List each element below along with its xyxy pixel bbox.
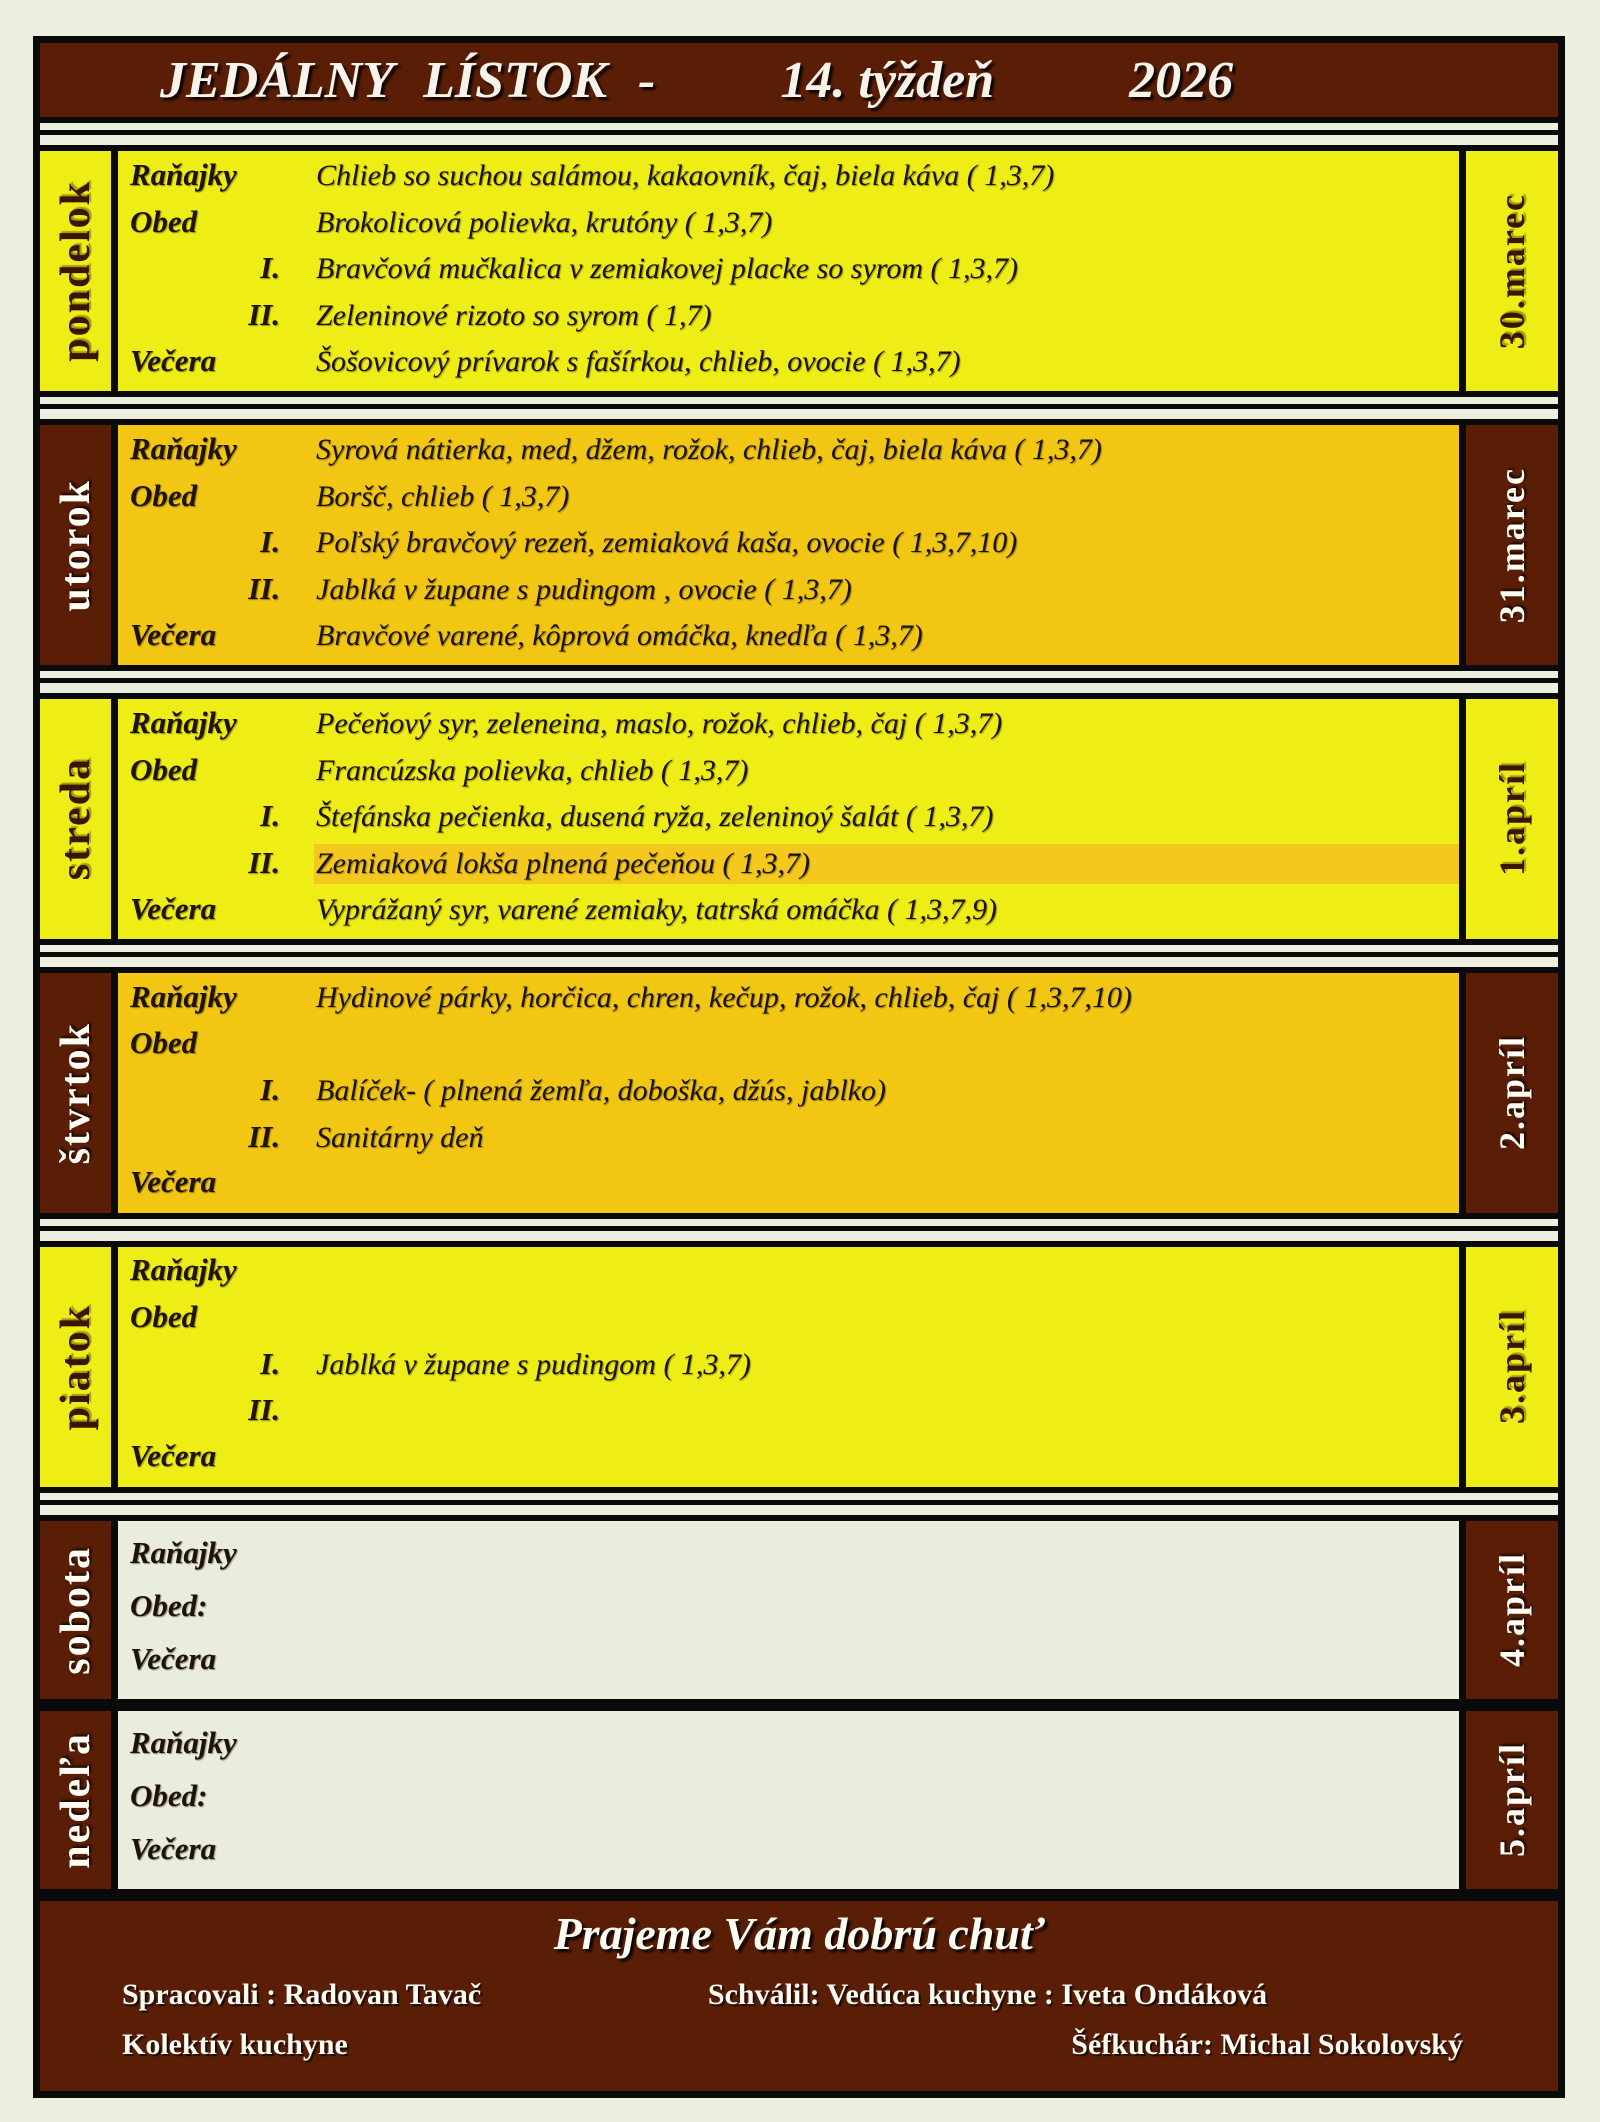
day-name-cell (40, 1247, 111, 1487)
menu-item-text (314, 1414, 1459, 1420)
row-separator (40, 1219, 1558, 1241)
day-row-utorok (40, 419, 1558, 671)
meal-label: Večera (130, 891, 217, 926)
menu-line (118, 1025, 1459, 1069)
day-name-cell (40, 699, 111, 939)
day-date-cell (1466, 425, 1558, 665)
day-row-štvrtok (40, 967, 1558, 1219)
day-menu-cell (118, 425, 1459, 665)
menu-item-text: Štefánska pečienka, dusená ryža, zeleninoý šalát ( 1,3,7) (316, 800, 994, 833)
menu-line-head (118, 343, 314, 379)
course-numeral: I. (260, 524, 280, 559)
menu-line (118, 1725, 1459, 1769)
menu-line (118, 203, 1459, 247)
day-row-pondelok (40, 145, 1558, 397)
menu-line-head (118, 891, 314, 927)
course-numeral: II. (248, 570, 280, 606)
meal-label: Obed (130, 203, 198, 239)
meal-label: Obed (130, 477, 198, 513)
row-separator (40, 123, 1558, 145)
menu-item-text (314, 1610, 1459, 1616)
meal-label: Raňajky (130, 1252, 237, 1287)
menu-line-head (118, 617, 314, 653)
approved-by: Schválil: Vedúca kuchyne : Iveta Ondáková (707, 1978, 1268, 2011)
meal-label: Raňajky (130, 1535, 237, 1571)
meal-label: Večera (130, 1164, 217, 1199)
menu-item-text: Zemiaková lokša plnená pečeňou ( 1,3,7) (314, 844, 1459, 884)
day-name-cell (40, 151, 111, 391)
menu-line-head (118, 571, 314, 607)
menu-line (118, 249, 1459, 293)
day-row-sobota (40, 1515, 1558, 1705)
menu-line (118, 523, 1459, 567)
meal-label: Večera (130, 1438, 217, 1473)
menu-item-text: Šošovicový prívarok s fašírkou, chlieb, ovocie ( 1,3,7) (316, 345, 961, 378)
menu-item-text: Poľský bravčový rezeň, zemiaková kaša, ovocie ( 1,3,7,10) (316, 526, 1018, 559)
day-date-label: 1.apríl (1492, 761, 1532, 877)
kitchen-collective: Kolektív kuchyne (122, 2028, 348, 2061)
menu-item-text (314, 1557, 1459, 1563)
menu-line-head (118, 1778, 314, 1814)
day-name-cell (40, 973, 111, 1213)
menu-line (118, 890, 1459, 934)
menu-title-bar (40, 43, 1558, 123)
menu-line (118, 342, 1459, 386)
menu-line-head (118, 1535, 314, 1571)
menu-line-head (118, 1641, 314, 1677)
day-date-label: 5.apríl (1492, 1742, 1532, 1858)
row-separator (40, 945, 1558, 967)
day-row-nedeľa (40, 1705, 1558, 1895)
day-date-cell (1466, 1247, 1558, 1487)
menu-line (118, 1831, 1459, 1875)
meal-label: Raňajky (130, 157, 237, 192)
menu-item-text: Francúzska polievka, chlieb ( 1,3,7) (316, 753, 749, 787)
course-numeral: II. (248, 844, 280, 880)
meal-label: Obed (130, 1024, 198, 1060)
menu-item-text: Sanitárny deň (316, 1120, 484, 1154)
day-date-cell (1466, 151, 1558, 391)
course-numeral: II. (248, 1391, 280, 1427)
menu-footer (40, 1895, 1558, 2091)
week-number: 14. týždeň (780, 51, 995, 109)
row-separator (40, 1493, 1558, 1515)
day-name-label: utorok (52, 478, 99, 612)
menu-line-head (118, 1164, 314, 1200)
menu-item-text: Vyprážaný syr, varené zemiaky, tatrská omáčka ( 1,3,7,9) (316, 893, 997, 926)
menu-item-text: Chlieb so suchou salámou, kakaovník, čaj, biela káva ( 1,3,7) (316, 159, 1055, 192)
menu-line-head (118, 705, 314, 741)
menu-line-head (118, 1438, 314, 1474)
day-name-label: štvrtok (52, 1021, 99, 1165)
menu-line-head (118, 1025, 314, 1061)
menu-item-text (314, 1047, 1459, 1053)
meal-label: Večera (130, 1640, 217, 1676)
menu-item-text: Bravčová mučkalica v zemiakovej placke so syrom ( 1,3,7) (316, 252, 1018, 285)
menu-line (118, 704, 1459, 748)
day-row-streda (40, 693, 1558, 945)
menu-line-head (118, 979, 314, 1015)
menu-line-head (118, 250, 314, 286)
day-date-label: 2.apríl (1492, 1035, 1532, 1151)
menu-line-head (118, 524, 314, 560)
menu-line (118, 1588, 1459, 1632)
day-date-cell (1466, 973, 1558, 1213)
menu-line (118, 477, 1459, 521)
menu-line (118, 978, 1459, 1022)
day-name-label: nedeľa (52, 1731, 99, 1869)
day-name-label: pondelok (52, 180, 99, 362)
day-menu-cell (118, 1247, 1459, 1487)
menu-line-head (118, 1346, 314, 1382)
menu-board (33, 36, 1565, 2098)
menu-item-text (314, 1747, 1459, 1753)
menu-line-head (118, 1392, 314, 1428)
menu-line-head (118, 157, 314, 193)
meal-label: Obed (130, 751, 198, 787)
menu-item-text (314, 1800, 1459, 1806)
course-numeral: I. (260, 1346, 280, 1381)
footer-headline: Prajeme Vám dobrú chuť (553, 1908, 1045, 1959)
course-numeral: I. (260, 250, 280, 285)
day-name-label: streda (52, 757, 99, 881)
day-name-label: sobota (52, 1545, 99, 1675)
day-menu-cell (118, 973, 1459, 1213)
menu-item-text: Bravčové varené, kôprová omáčka, knedľa ( 1,3,7) (316, 619, 923, 652)
menu-line (118, 797, 1459, 841)
menu-line (118, 1778, 1459, 1822)
meal-label: Obed: (130, 1777, 208, 1813)
menu-line (118, 570, 1459, 614)
menu-line (118, 1438, 1459, 1482)
day-date-label: 30.marec (1492, 192, 1532, 350)
day-date-cell (1466, 699, 1558, 939)
menu-item-text (314, 1663, 1459, 1669)
menu-line (118, 296, 1459, 340)
day-rows-container (40, 123, 1558, 1895)
menu-line-head (118, 1119, 314, 1155)
menu-line (118, 1392, 1459, 1436)
menu-line (118, 616, 1459, 660)
prepared-by: Spracovali : Radovan Tavač (122, 1978, 482, 2011)
menu-item-text (314, 1460, 1459, 1466)
menu-line (118, 1299, 1459, 1343)
menu-line-head (118, 1588, 314, 1624)
meal-label: Raňajky (130, 431, 237, 466)
row-separator (40, 397, 1558, 419)
menu-line (118, 1535, 1459, 1579)
menu-item-text: Syrová nátierka, med, džem, rožok, chlieb, čaj, biela káva ( 1,3,7) (316, 433, 1102, 466)
menu-item-text: Zeleninové rizoto so syrom ( 1,7) (316, 298, 712, 332)
chef-name: Šéfkuchár: Michal Sokolovský (1071, 2028, 1463, 2061)
menu-item-text (314, 1853, 1459, 1859)
menu-item-text: Jablká v župane s pudingom ( 1,3,7) (316, 1348, 751, 1381)
day-menu-cell (118, 699, 1459, 939)
page-title: JEDÁLNY LÍSTOK - (160, 51, 656, 109)
menu-line-head (118, 1299, 314, 1335)
menu-line (118, 1118, 1459, 1162)
day-row-piatok (40, 1241, 1558, 1493)
menu-line-head (118, 431, 314, 467)
meal-label: Večera (130, 1830, 217, 1866)
menu-line-head (118, 1831, 314, 1867)
footer-signatures (40, 1978, 1558, 2062)
menu-line-head (118, 1072, 314, 1108)
menu-item-text: Hydinové párky, horčica, chren, kečup, rožok, chlieb, čaj ( 1,3,7,10) (316, 981, 1132, 1014)
meal-label: Raňajky (130, 705, 237, 740)
menu-line-head (118, 204, 314, 240)
menu-line (118, 1345, 1459, 1389)
day-name-label: piatok (52, 1303, 99, 1431)
menu-line (118, 751, 1459, 795)
meal-label: Večera (130, 617, 217, 652)
day-date-label: 3.apríl (1492, 1309, 1532, 1425)
menu-item-text (314, 1186, 1459, 1192)
menu-line (118, 1252, 1459, 1296)
menu-line (118, 844, 1459, 888)
menu-line-head (118, 752, 314, 788)
day-date-label: 31.marec (1492, 466, 1532, 624)
day-name-cell (40, 1521, 111, 1699)
menu-item-text (314, 1321, 1459, 1327)
row-separator (40, 671, 1558, 693)
menu-item-text: Balíček- ( plnená žemľa, doboška, džús, jablko) (316, 1074, 886, 1107)
meal-label: Večera (130, 343, 217, 378)
course-numeral: I. (260, 1072, 280, 1107)
day-menu-cell (118, 1711, 1459, 1889)
menu-line (118, 1641, 1459, 1685)
menu-line-head (118, 798, 314, 834)
menu-line-head (118, 1725, 314, 1761)
day-date-label: 4.apríl (1492, 1552, 1532, 1668)
year-label: 2026 (1129, 51, 1234, 109)
menu-line (118, 1164, 1459, 1208)
day-name-cell (40, 425, 111, 665)
day-date-cell (1466, 1521, 1558, 1699)
meal-label: Obed (130, 1298, 198, 1334)
meal-label: Raňajky (130, 979, 237, 1014)
day-menu-cell (118, 151, 1459, 391)
day-date-cell (1466, 1711, 1558, 1889)
day-name-cell (40, 1711, 111, 1889)
meal-label: Raňajky (130, 1725, 237, 1761)
menu-line-head (118, 845, 314, 881)
course-numeral: I. (260, 798, 280, 833)
menu-line-head (118, 1252, 314, 1288)
menu-line-head (118, 297, 314, 333)
day-menu-cell (118, 1521, 1459, 1699)
menu-item-text: Brokolicová polievka, krutóny ( 1,3,7) (316, 205, 773, 239)
menu-line (118, 430, 1459, 474)
course-numeral: II. (248, 296, 280, 332)
meal-label: Obed: (130, 1587, 208, 1623)
menu-line (118, 1071, 1459, 1115)
menu-item-text (314, 1274, 1459, 1280)
menu-item-text: Jablká v župane s pudingom , ovocie ( 1,3,7) (316, 572, 852, 606)
menu-line (118, 156, 1459, 200)
course-numeral: II. (248, 1118, 280, 1154)
menu-line-head (118, 478, 314, 514)
menu-item-text: Pečeňový syr, zeleneina, maslo, rožok, chlieb, čaj ( 1,3,7) (316, 707, 1003, 740)
menu-item-text: Boršč, chlieb ( 1,3,7) (316, 479, 570, 513)
